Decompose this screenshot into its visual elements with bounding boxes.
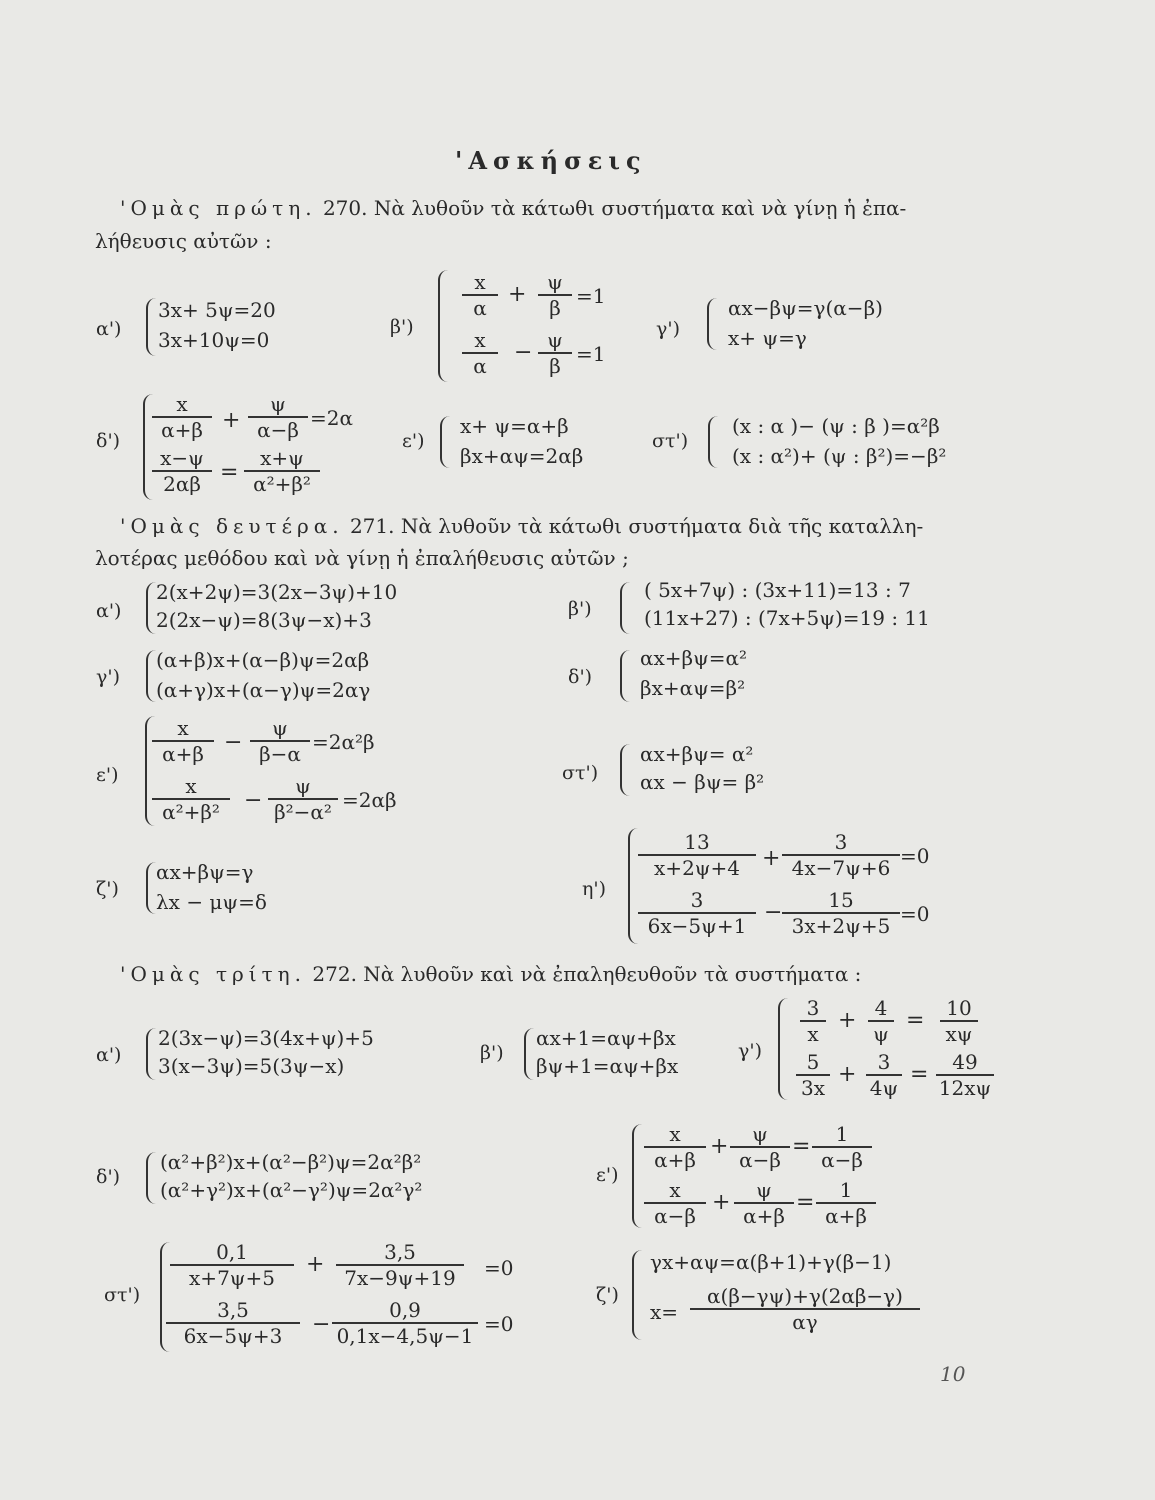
fraction: $\frac{10}{x\psi}$ bbox=[940, 996, 978, 1046]
equation: 3x+ 5ψ=20 bbox=[158, 298, 276, 322]
fraction: $\frac{3}{4x-7\psi+6}$ bbox=[782, 830, 900, 880]
equation: 2(2x−ψ)=8(3ψ−x)+3 bbox=[156, 608, 372, 632]
exercise-label: α') bbox=[96, 318, 122, 340]
operator: − bbox=[312, 1312, 331, 1337]
equation: 2(3x−ψ)=3(4x+ψ)+5 bbox=[158, 1026, 374, 1050]
exercise-label: δ') bbox=[568, 666, 593, 688]
system-brace bbox=[146, 298, 158, 356]
fraction: $\frac{x}{\alpha}$ bbox=[462, 328, 498, 378]
equation: 3(x−3ψ)=5(3ψ−x) bbox=[158, 1054, 345, 1078]
exercise-label: γ') bbox=[738, 1040, 762, 1062]
intro-text: λοτέρας μεθόδου καὶ νὰ γίνῃ ἡ ἐπαλήθευσις αὐτῶν ; bbox=[95, 546, 629, 570]
operator: − bbox=[224, 730, 243, 755]
system-brace bbox=[632, 1250, 646, 1340]
equation: (11x+27) : (7x+5ψ)=19 : 11 bbox=[644, 606, 930, 630]
system-brace bbox=[440, 416, 452, 468]
system-brace bbox=[146, 1028, 158, 1080]
equation: ( 5x+7ψ) : (3x+11)=13 : 7 bbox=[644, 578, 911, 602]
system-brace bbox=[708, 416, 720, 468]
fraction: $\frac{1}{\alpha-\beta}$ bbox=[812, 1122, 872, 1172]
operator: + bbox=[306, 1252, 325, 1277]
group-intro bbox=[120, 196, 906, 220]
system-brace bbox=[778, 998, 792, 1100]
exercise-label: ε') bbox=[596, 1164, 619, 1186]
intro-text: 271. Νὰ λυθοῦν τὰ κάτωθι συστήματα διὰ τῆς καταλλη- bbox=[349, 514, 924, 538]
operator: = bbox=[220, 460, 239, 485]
operator: − bbox=[764, 900, 783, 925]
equation: αx − βψ= β² bbox=[640, 770, 765, 794]
fraction: $\frac{\psi}{\alpha-\beta}$ bbox=[248, 392, 308, 442]
equation: (α+β)x+(α−β)ψ=2αβ bbox=[156, 648, 370, 672]
equation-rhs: =1 bbox=[576, 284, 606, 308]
equation: αx+βψ= α² bbox=[640, 742, 754, 766]
operator: = bbox=[792, 1134, 811, 1159]
page-number: 10 bbox=[940, 1362, 966, 1386]
exercise-label: γ') bbox=[656, 318, 680, 340]
operator: + bbox=[222, 408, 241, 433]
fraction: $\frac{x-\psi}{2\alpha\beta}$ bbox=[152, 446, 212, 496]
fraction: $\frac{3}{6x-5\psi+1}$ bbox=[638, 888, 756, 938]
operator: = bbox=[796, 1190, 815, 1215]
operator: + bbox=[508, 282, 527, 307]
equation: αx+1=αψ+βx bbox=[536, 1026, 676, 1050]
fraction: $\frac{\psi}{\alpha+\beta}$ bbox=[734, 1178, 794, 1228]
group-label: 'Ομὰς πρώτη. bbox=[120, 196, 317, 220]
equation: βx+αψ=2αβ bbox=[460, 444, 584, 468]
intro-text: 270. Νὰ λυθοῦν τὰ κάτωθι συστήματα καὶ νὰ γίνῃ ἡ ἐπα- bbox=[322, 196, 907, 220]
exercise-label: ζ') bbox=[596, 1284, 619, 1306]
operator: + bbox=[762, 846, 781, 871]
equation: x+ ψ=α+β bbox=[460, 414, 569, 438]
exercise-label: ε') bbox=[402, 430, 425, 452]
exercise-label: δ') bbox=[96, 430, 121, 452]
equation: αx+βψ=γ bbox=[156, 860, 254, 884]
exercise-label: ζ') bbox=[96, 878, 119, 900]
system-brace bbox=[438, 270, 452, 382]
operator: − bbox=[244, 788, 263, 813]
fraction: $\frac{x}{\alpha}$ bbox=[462, 270, 498, 320]
fraction: $\frac{15}{3x+2\psi+5}$ bbox=[782, 888, 900, 938]
equation-rhs: =1 bbox=[576, 342, 606, 366]
equation: (x : α )− (ψ : β )=α²β bbox=[732, 414, 940, 438]
group-label: 'Ομὰς τρίτη. bbox=[120, 962, 307, 986]
fraction: $\frac{x}{\text{α²+β²}}$ bbox=[152, 774, 230, 824]
equation-rhs: =0 bbox=[484, 1256, 514, 1280]
fraction: $\frac{\psi}{\beta-\alpha}$ bbox=[250, 716, 310, 766]
exercise-label: α') bbox=[96, 1044, 122, 1066]
equation: (α+γ)x+(α−γ)ψ=2αγ bbox=[156, 678, 371, 702]
exercise-label: β') bbox=[480, 1042, 504, 1064]
fraction: $\frac{\psi}{\beta}$ bbox=[538, 328, 572, 378]
equation: λx − μψ=δ bbox=[156, 890, 267, 914]
system-brace bbox=[524, 1028, 536, 1080]
equation: x= bbox=[650, 1300, 679, 1324]
exercise-label: στ') bbox=[104, 1284, 141, 1306]
fraction: $\frac{3,5}{6x-5\psi+3}$ bbox=[166, 1298, 300, 1348]
fraction: $\frac{4}{\psi}$ bbox=[868, 996, 894, 1046]
system-brace bbox=[620, 744, 632, 796]
fraction: $\frac{x}{\alpha+\beta}$ bbox=[644, 1122, 706, 1172]
fraction: $\frac{49}{12x\psi}$ bbox=[936, 1050, 994, 1100]
equation: 2(x+2ψ)=3(2x−3ψ)+10 bbox=[156, 580, 398, 604]
operator: + bbox=[838, 1008, 857, 1033]
fraction: $\frac{13}{x+2\psi+4}$ bbox=[638, 830, 756, 880]
fraction: $\frac{0,9}{0,1x-4,5\psi-1}$ bbox=[332, 1298, 478, 1348]
equation: 3x+10ψ=0 bbox=[158, 328, 270, 352]
equation: βψ+1=αψ+βx bbox=[536, 1054, 679, 1078]
page-heading: 'Ασκήσεις bbox=[455, 146, 647, 175]
equation: (α²+β²)x+(α²−β²)ψ=2α²β² bbox=[160, 1150, 422, 1174]
equation: γx+αψ=α(β+1)+γ(β−1) bbox=[650, 1250, 892, 1274]
equation-rhs: =0 bbox=[900, 902, 930, 926]
exercise-label: η') bbox=[582, 878, 607, 900]
exercise-label: α') bbox=[96, 600, 122, 622]
fraction: $\frac{\psi}{\alpha-\beta}$ bbox=[730, 1122, 790, 1172]
operator: = bbox=[906, 1008, 925, 1033]
intro-text: 272. Νὰ λυθοῦν καὶ νὰ ἐπαληθευθοῦν τὰ συστήματα : bbox=[312, 962, 862, 986]
equation: βx+αψ=β² bbox=[640, 676, 746, 700]
operator: + bbox=[838, 1062, 857, 1087]
equation-rhs: =2α²β bbox=[312, 730, 375, 754]
group-label: 'Ομὰς δευτέρα. bbox=[120, 514, 344, 538]
fraction: $\frac{x+\psi}{\text{α²+β²}}$ bbox=[244, 446, 320, 496]
equation-rhs: =0 bbox=[900, 844, 930, 868]
equation: x+ ψ=γ bbox=[728, 326, 807, 350]
fraction: $\frac{x}{\alpha+\beta}$ bbox=[152, 392, 212, 442]
equation-rhs: =0 bbox=[484, 1312, 514, 1336]
equation: (x : α²)+ (ψ : β²)=−β² bbox=[732, 444, 947, 468]
intro-text: λήθευσις αὐτῶν : bbox=[95, 229, 272, 253]
fraction: $\frac{x}{\alpha-\beta}$ bbox=[644, 1178, 706, 1228]
exercise-label: δ') bbox=[96, 1166, 121, 1188]
equation: αx−βψ=γ(α−β) bbox=[728, 296, 883, 320]
system-brace bbox=[620, 650, 632, 702]
equation-rhs: =2αβ bbox=[342, 788, 397, 812]
operator: + bbox=[712, 1190, 731, 1215]
fraction: $\frac{3}{4\psi}$ bbox=[866, 1050, 902, 1100]
exercise-label: β') bbox=[390, 316, 414, 338]
system-brace bbox=[620, 582, 632, 634]
fraction: $\frac{\psi}{\beta}$ bbox=[538, 270, 572, 320]
fraction: $\frac{5}{3x}$ bbox=[796, 1050, 830, 1100]
exercise-label: στ') bbox=[562, 762, 599, 784]
exercise-label: γ') bbox=[96, 666, 120, 688]
equation-rhs: =2α bbox=[310, 406, 353, 430]
group-intro bbox=[120, 514, 923, 538]
fraction: $\frac{0,1}{x+7\psi+5}$ bbox=[170, 1240, 294, 1290]
fraction: $\frac{\psi}{\text{β²−α²}}$ bbox=[268, 774, 338, 824]
fraction: $\frac{x}{\alpha+\beta}$ bbox=[152, 716, 214, 766]
exercise-label: ε') bbox=[96, 764, 119, 786]
exercise-label: β') bbox=[568, 598, 592, 620]
fraction: $\frac{1}{\alpha+\beta}$ bbox=[816, 1178, 876, 1228]
fraction: $\frac{3,5}{7x-9\psi+19}$ bbox=[336, 1240, 464, 1290]
exercise-label: στ') bbox=[652, 430, 689, 452]
group-intro bbox=[120, 962, 861, 986]
fraction: $\frac{\alpha(\beta-\gamma\psi)+\gamma(2\alpha\beta-\gamma)}{\alpha\gamma}$ bbox=[690, 1284, 920, 1334]
operator: = bbox=[910, 1062, 929, 1087]
operator: + bbox=[710, 1134, 729, 1159]
system-brace bbox=[146, 1152, 158, 1204]
system-brace bbox=[707, 298, 719, 350]
fraction: $\frac{3}{x}$ bbox=[800, 996, 826, 1046]
equation: αx+βψ=α² bbox=[640, 646, 748, 670]
equation: (α²+γ²)x+(α²−γ²)ψ=2α²γ² bbox=[160, 1178, 423, 1202]
operator: − bbox=[514, 340, 533, 365]
